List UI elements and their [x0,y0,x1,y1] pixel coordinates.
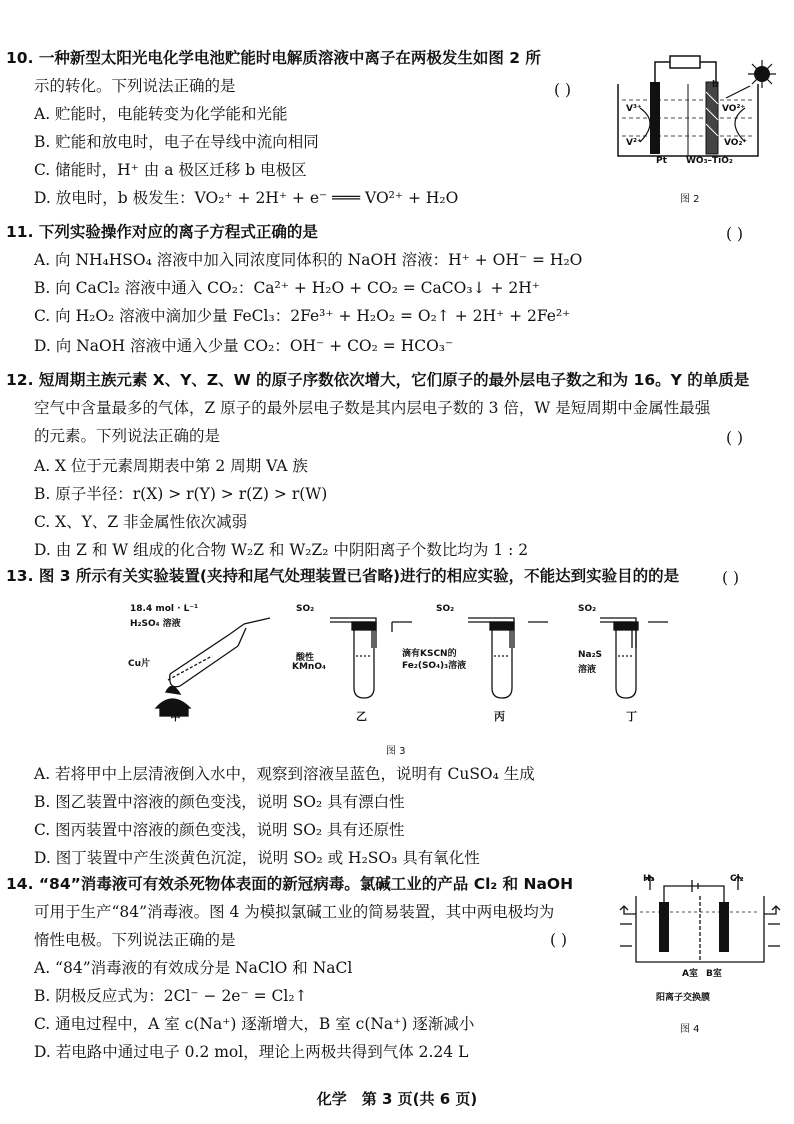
fig3-kscn-line2: Fe₂(SO₄)₃溶液 [402,661,467,671]
fig2-label-v3: V³⁺ [626,104,642,114]
q14-option-a: A. “84”消毒液的有效成分是 NaClO 和 NaCl [34,959,353,977]
fig3-kmno4-line1: 酸性 [296,653,315,663]
q10-option-d: D. 放电时，b 极发生：VO₂⁺ + 2H⁺ + e⁻ ═══ VO²⁺ + H₂O [34,189,459,207]
q13-option-d: D. 图丁装置中产生淡黄色沉淀，说明 SO₂ 或 H₂SO₃ 具有氧化性 [34,849,480,867]
fig4-label-a-room: A室 [682,969,698,979]
fig4-label-cl2: Cl₂ [730,874,744,884]
fig3-caption: 图 3 [386,746,406,757]
q12-option-b: B. 原子半径：r(X) > r(Y) > r(Z) > r(W) [34,485,328,503]
q12-stem-line3: 的元素。下列说法正确的是 [34,427,221,445]
q10-option-a: A. 贮能时，电能转变为化学能和光能 [34,105,288,123]
fig4-caption: 图 4 [680,1024,700,1035]
q12-option-d: D. 由 Z 和 W 组成的化合物 W₂Z 和 W₂Z₂ 中阴阳离子个数比均为 1 : 2 [34,541,529,559]
q11-option-c: C. 向 H₂O₂ 溶液中滴加少量 FeCl₃：2Fe³⁺ + H₂O₂ = O₂↑ + 2H⁺ + 2Fe²⁺ [34,307,571,325]
fig4-label-b-room: B室 [706,969,722,979]
page-footer: 化学 第 3 页(共 6 页) [316,1090,478,1108]
q11-stem: 11. 下列实验操作对应的离子方程式正确的是 [6,223,318,241]
q10-stem-line2: 示的转化。下列说法正确的是 [34,77,236,95]
q13-answer-paren: ( ) [722,569,740,587]
fig2-label-pt: Pt [656,156,667,166]
fig3-cu-label: Cu片 [128,659,151,669]
fig3-na2s-line2: 溶液 [578,665,597,675]
q13-option-c: C. 图丙装置中溶液的颜色变浅，说明 SO₂ 具有还原性 [34,821,405,839]
fig3-so2-ding: SO₂ [578,604,597,614]
fig3-label-ding: 丁 [626,710,637,723]
q12-stem-line1: 12. 短周期主族元素 X、Y、Z、W 的原子序数依次增大，它们原子的最外层电子数之和为 16。Y 的单质是 [6,371,750,389]
fig2-label-b: b [712,80,719,90]
fig3-label-jia: 甲 [170,710,181,723]
q12-option-a: A. X 位于元素周期表中第 2 周期 VA 族 [34,457,308,475]
fig3-label-bing: 丙 [494,710,505,723]
q12-stem-line2: 空气中含量最多的气体，Z 原子的最外层电子数是其内层电子数的 3 倍，W 是短周期中金属性最强 [34,399,711,417]
q14-stem-line2: 可用于生产“84”消毒液。图 4 为模拟氯碱工业的简易装置，其中两电极均为 [34,903,555,921]
fig3-apparatus-diagram [120,598,680,722]
fig3-so2-bing: SO₂ [436,604,455,614]
fig3-na2s-line1: Na₂S [578,650,603,660]
q11-option-a: A. 向 NH₄HSO₄ 溶液中加入同浓度同体积的 NaOH 溶液：H⁺ + OH⁻ = H₂O [34,251,583,269]
q14-stem-line3: 惰性电极。下列说法正确的是 [34,931,236,949]
fig3-acid-label: H₂SO₄ 溶液 [130,619,181,629]
fig2-label-a: a [651,80,658,90]
fig2-label-v2: V²⁺ [626,138,642,148]
q11-answer-paren: ( ) [726,225,744,243]
q10-stem-line1: 10. 一种新型太阳光电化学电池贮能时电解质溶液中离子在两极发生如图 2 所 [6,49,541,67]
q13-stem: 13. 图 3 所示有关实验装置(夹持和尾气处理装置已省略)进行的相应实验，不能达到实验目的的是 [6,567,680,585]
q12-answer-paren: ( ) [726,429,744,447]
q13-option-a: A. 若将甲中上层清液倒入水中，观察到溶液呈蓝色，说明有 CuSO₄ 生成 [34,765,535,783]
q10-answer-paren: ( ) [554,81,572,99]
fig2-label-vo2: VO²⁺ [722,104,746,114]
q14-option-b: B. 阴极反应式为：2Cl⁻ − 2e⁻ = Cl₂↑ [34,987,308,1005]
fig2-label-vo2plus: VO₂⁺ [724,138,748,148]
fig3-acid-concentration: 18.4 mol · L⁻¹ [130,604,199,614]
q14-option-c: C. 通电过程中，A 室 c(Na⁺) 逐渐增大，B 室 c(Na⁺) 逐渐减小 [34,1015,475,1033]
fig3-label-yi: 乙 [356,710,367,723]
q13-option-b: B. 图乙装置中溶液的颜色变浅，说明 SO₂ 具有漂白性 [34,793,405,811]
fig2-label-wo3-tio2: WO₃–TiO₂ [686,156,733,166]
fig2-caption: 图 2 [680,194,700,205]
fig4-electrolysis-diagram [614,872,786,982]
q14-option-d: D. 若电路中通过电子 0.2 mol，理论上两极共得到气体 2.24 L [34,1043,469,1061]
q11-option-d: D. 向 NaOH 溶液中通入少量 CO₂：OH⁻ + CO₂ = HCO₃⁻ [34,337,454,355]
q12-option-c: C. X、Y、Z 非金属性依次减弱 [34,513,248,531]
fig3-kscn-line1: 滴有KSCN的 [402,649,457,659]
fig4-label-h2: H₂ [643,874,655,884]
q10-option-b: B. 贮能和放电时，电子在导线中流向相同 [34,133,319,151]
q10-option-c: C. 储能时，H⁺ 由 a 极区迁移 b 电极区 [34,161,307,179]
q11-option-b: B. 向 CaCl₂ 溶液中通入 CO₂：Ca²⁺ + H₂O + CO₂ = CaCO₃↓ + 2H⁺ [34,279,540,297]
fig4-label-membrane: 阳离子交换膜 [656,993,711,1003]
fig3-so2-yi: SO₂ [296,604,315,614]
fig3-kmno4-line2: KMnO₄ [292,662,326,672]
q14-answer-paren: ( ) [550,931,568,949]
q14-stem-line1: 14. “84”消毒液可有效杀死物体表面的新冠病毒。氯碱工业的产品 Cl₂ 和 NaOH [6,875,574,893]
